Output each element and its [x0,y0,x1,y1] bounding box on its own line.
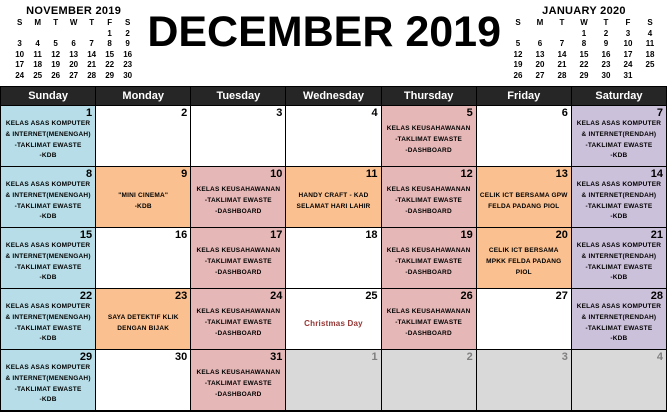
mini-day-number: 29 [579,70,589,80]
day-cell-1[interactable] [286,350,381,412]
day-number: 4 [371,107,378,119]
day-cell-3[interactable] [476,350,571,412]
day-number: 5 [466,107,473,119]
day-number: 2 [466,351,473,363]
mini-day-number [551,29,573,40]
mini-day-number: 28 [557,70,567,80]
day-cell-17[interactable] [191,228,286,289]
day-number: 27 [555,290,568,302]
mini-day-number: 27 [69,70,79,80]
day-number: 25 [365,290,378,302]
mini-week-row [507,71,661,82]
mini-day-number: 26 [513,70,523,80]
day-number: 20 [555,229,568,241]
event-text: CELIK ICT BERSAMA MPKK FELDA PADANG PIOL [486,247,562,276]
mini-day-number: 2 [603,28,609,38]
event-text: KELAS ASAS KOMPUTER & INTERNET(RENDAH) -TAKLIMAT EWASTE -KDB [576,242,662,282]
event-text: KELAS KEUSAHAWANAN -TAKLIMAT EWASTE -DASHBOARD [386,247,471,276]
mini-day-number: 4 [35,39,40,48]
mini-weekday-label: W [580,18,588,27]
calendar-header [0,0,667,86]
mini-day-number: 8 [581,39,587,48]
day-cell-2[interactable] [381,350,476,412]
mini-day-number: 18 [645,49,655,59]
event-text: HANDY CRAFT - KAD SELAMAT HARI LAHIR [296,191,371,210]
day-cell-8[interactable] [1,167,96,228]
holiday-label: Christmas Day [304,318,363,328]
mini-day-number: 19 [51,60,61,69]
weekday-header-tuesday: Tuesday [191,87,286,106]
event-text: KELAS ASAS KOMPUTER & INTERNET(MENENGAH) -TAKLIMAT EWASTE -KDB [5,242,91,282]
mini-day-number: 23 [123,60,133,69]
day-cell-22[interactable] [1,289,96,350]
mini-weekday-label: T [53,18,59,27]
week-row [1,106,667,167]
mini-day-number: 29 [105,70,115,80]
mini-day-number: 6 [537,39,543,48]
day-cell-11[interactable] [286,167,381,228]
mini-calendar-grid [11,18,137,81]
day-cell-2[interactable] [96,106,191,167]
mini-week-row [507,29,661,40]
mini-day-number: 11 [645,39,655,48]
event-text [288,362,378,407]
day-number: 8 [86,168,93,180]
mini-weekday-label: S [515,18,521,27]
mini-day-number: 10 [15,49,25,59]
mini-weekday-label: W [69,18,78,27]
mini-day-number: 7 [89,39,94,48]
day-number: 13 [555,168,568,180]
day-cell-5[interactable] [381,106,476,167]
month-grid [0,86,667,412]
day-cell-30[interactable] [96,350,191,412]
mini-week-row [507,50,661,61]
mini-day-number: 22 [105,60,115,69]
mini-day-number: 25 [645,60,655,69]
mini-day-number [11,29,29,40]
day-number: 7 [656,107,663,119]
event-text: KELAS ASAS KOMPUTER & INTERNET(MENENGAH) -TAKLIMAT EWASTE -KDB [5,181,91,221]
day-number: 12 [460,168,473,180]
day-cell-10[interactable] [191,167,286,228]
mini-weekday-label: F [625,18,631,27]
day-number: 19 [460,229,473,241]
day-cell-15[interactable] [1,228,96,289]
mini-weekday-label: M [536,18,544,27]
mini-day-number: 21 [557,60,567,69]
mini-day-number: 2 [125,28,130,38]
page-title: DECEMBER 2019 [147,8,502,56]
event-text [288,118,378,163]
mini-day-number [83,29,101,40]
mini-week-row [507,60,661,71]
event-text [193,118,283,163]
day-number: 22 [79,290,93,302]
event-text: KELAS KEUSAHAWANAN -TAKLIMAT EWASTE -DASHBOARD [386,308,471,337]
mini-day-number: 15 [579,49,589,59]
day-cell-6[interactable] [476,106,571,167]
day-cell-4[interactable] [286,106,381,167]
mini-day-number: 20 [535,60,545,69]
event-text: KELAS KEUSAHAWANAN -TAKLIMAT EWASTE -DASHBOARD [196,369,281,398]
weekday-header-row [1,87,667,106]
day-cell-31[interactable] [191,350,286,412]
mini-day-number: 3 [17,39,22,48]
mini-day-number: 27 [535,70,545,80]
event-text [479,362,569,407]
day-cell-29[interactable] [1,350,96,412]
day-cell-9[interactable] [96,167,191,228]
day-number: 28 [650,290,663,302]
event-text [98,362,188,407]
day-number: 21 [650,229,663,241]
mini-day-number: 18 [33,60,43,69]
day-number: 18 [365,229,378,241]
weekday-header-saturday: Saturday [571,87,666,106]
day-number: 31 [270,351,283,363]
day-cell-21[interactable] [571,228,666,289]
week-row [1,350,667,412]
day-number: 6 [561,107,568,119]
week-row [1,167,667,228]
event-text: KELAS ASAS KOMPUTER & INTERNET(MENENGAH) -TAKLIMAT EWASTE -KDB [5,303,91,343]
day-number: 1 [86,107,93,119]
day-number: 9 [181,168,188,180]
weekday-header-thursday: Thursday [381,87,476,106]
event-text: KELAS KEUSAHAWANAN -TAKLIMAT EWASTE -DASHBOARD [196,186,281,215]
weekday-header-sunday: Sunday [1,87,96,106]
mini-weekday-label: T [559,18,565,27]
mini-day-number: 23 [601,60,611,69]
event-text [288,240,378,285]
mini-day-number [507,29,529,40]
day-number: 11 [365,168,378,180]
day-number: 2 [181,107,188,119]
mini-weekday-row [11,18,137,29]
day-cell-23[interactable] [96,289,191,350]
mini-day-number: 17 [15,60,25,69]
day-number: 30 [175,351,188,363]
day-number: 24 [270,290,283,302]
event-text: KELAS KEUSAHAWANAN -TAKLIMAT EWASTE -DASHBOARD [196,308,281,337]
mini-day-number: 24 [15,70,25,80]
event-text: CELIK ICT BERSAMA GPW FELDA PADANG PIOL [479,191,568,210]
mini-day-number [47,29,65,40]
mini-weekday-label: M [34,18,41,27]
day-cell-27[interactable] [476,289,571,350]
weekday-header-wednesday: Wednesday [286,87,381,106]
mini-weekday-label: T [603,18,609,27]
mini-day-number: 20 [69,60,79,69]
day-cell-3[interactable] [191,106,286,167]
mini-week-row [11,60,137,71]
event-text: KELAS ASAS KOMPUTER & INTERNET(RENDAH) -TAKLIMAT EWASTE -KDB [576,303,662,343]
event-text: KELAS KEUSAHAWANAN -TAKLIMAT EWASTE -DASHBOARD [386,125,471,154]
event-text [98,240,188,285]
mini-day-number: 10 [623,39,633,48]
mini-day-number [529,29,551,40]
day-number: 3 [276,107,283,119]
mini-day-number: 9 [125,39,130,48]
mini-day-number: 30 [601,70,611,80]
day-cell-24[interactable] [191,289,286,350]
mini-week-row [507,39,661,50]
day-number: 23 [175,290,188,302]
mini-calendar-november [0,0,147,81]
mini-day-number: 19 [513,60,523,69]
day-cell-14[interactable] [571,167,666,228]
mini-day-number: 4 [647,28,653,38]
event-text: KELAS KEUSAHAWANAN -TAKLIMAT EWASTE -DASHBOARD [196,247,281,276]
mini-day-number: 28 [87,70,97,80]
event-text: "MINI CINEMA" -KDB [118,191,169,210]
day-number: 4 [656,351,663,363]
mini-day-number: 25 [33,70,43,80]
mini-day-number: 1 [581,28,587,38]
mini-calendar-title: JANUARY 2020 [542,5,626,17]
day-cell-16[interactable] [96,228,191,289]
day-cell-20[interactable] [476,228,571,289]
day-cell-19[interactable] [381,228,476,289]
weekday-header-monday: Monday [96,87,191,106]
day-number: 17 [270,229,283,241]
event-text [574,362,664,407]
mini-day-number: 1 [107,28,112,38]
mini-weekday-label: S [647,18,653,27]
day-cell-26[interactable] [381,289,476,350]
mini-week-row [11,29,137,40]
mini-day-number: 30 [123,70,133,80]
mini-day-number: 21 [87,60,97,69]
mini-weekday-label: T [89,18,95,27]
mini-day-number: 6 [71,39,76,48]
mini-day-number: 7 [559,39,565,48]
weekday-header-friday: Friday [476,87,571,106]
week-row [1,289,667,350]
day-cell-12[interactable] [381,167,476,228]
mini-day-number: 5 [515,39,521,48]
day-number: 14 [650,168,663,180]
event-text: KELAS ASAS KOMPUTER & INTERNET(MENENGAH) -TAKLIMAT EWASTE -KDB [5,364,91,404]
event-text: SAYA DETEKTIF KLIK DENGAN BIJAK [107,313,179,332]
mini-day-number: 31 [623,70,633,80]
day-cell-28[interactable] [571,289,666,350]
mini-day-number: 8 [107,39,112,48]
day-number: 10 [270,168,283,180]
mini-day-number: 16 [123,49,133,59]
mini-day-number [639,71,661,82]
mini-week-row [11,71,137,82]
mini-weekday-row [507,18,661,29]
mini-day-number: 16 [601,49,611,59]
event-text [479,301,569,346]
day-number: 29 [79,351,93,363]
event-text [479,118,569,163]
day-cell-13[interactable] [476,167,571,228]
mini-week-row [11,39,137,50]
event-text: KELAS KEUSAHAWANAN -TAKLIMAT EWASTE -DASHBOARD [386,186,471,215]
event-text: KELAS ASAS KOMPUTER & INTERNET(RENDAH) -TAKLIMAT EWASTE -KDB [576,120,662,160]
day-cell-7[interactable] [571,106,666,167]
day-number: 15 [79,229,93,241]
week-row [1,228,667,289]
event-text: KELAS ASAS KOMPUTER & INTERNET(MENENGAH) -TAKLIMAT EWASTE -KDB [5,120,91,160]
event-text [384,362,474,407]
mini-day-number: 14 [557,49,567,59]
mini-weekday-label: F [107,18,113,27]
mini-day-number: 12 [513,49,523,59]
day-cell-25[interactable] [286,289,381,350]
mini-day-number [29,29,47,40]
mini-day-number [65,29,83,40]
day-number: 1 [371,351,378,363]
event-text: KELAS ASAS KOMPUTER & INTERNET(RENDAH) -TAKLIMAT EWASTE -KDB [576,181,662,221]
mini-calendar-title: NOVEMBER 2019 [26,5,122,17]
mini-day-number: 12 [51,49,61,59]
mini-day-number: 14 [87,49,97,59]
day-cell-1[interactable] [1,106,96,167]
day-number: 16 [175,229,188,241]
mini-day-number: 9 [603,39,609,48]
day-number: 3 [561,351,568,363]
mini-weekday-label: S [124,18,131,27]
mini-day-number: 5 [53,39,58,48]
mini-weekday-label: S [16,18,23,27]
mini-day-number: 11 [33,49,42,59]
mini-day-number: 22 [579,60,589,69]
mini-day-number: 15 [105,49,115,59]
mini-day-number: 13 [535,49,545,59]
mini-day-number: 13 [69,49,79,59]
day-cell-18[interactable] [286,228,381,289]
event-text [98,118,188,163]
mini-calendar-january [501,0,667,81]
mini-day-number: 24 [623,60,633,69]
mini-day-number: 3 [625,28,631,38]
day-cell-4[interactable] [571,350,666,412]
mini-week-row [11,50,137,61]
mini-day-number: 17 [623,49,633,59]
mini-calendar-grid [507,18,661,81]
mini-day-number: 26 [51,70,61,80]
day-number: 26 [460,290,473,302]
